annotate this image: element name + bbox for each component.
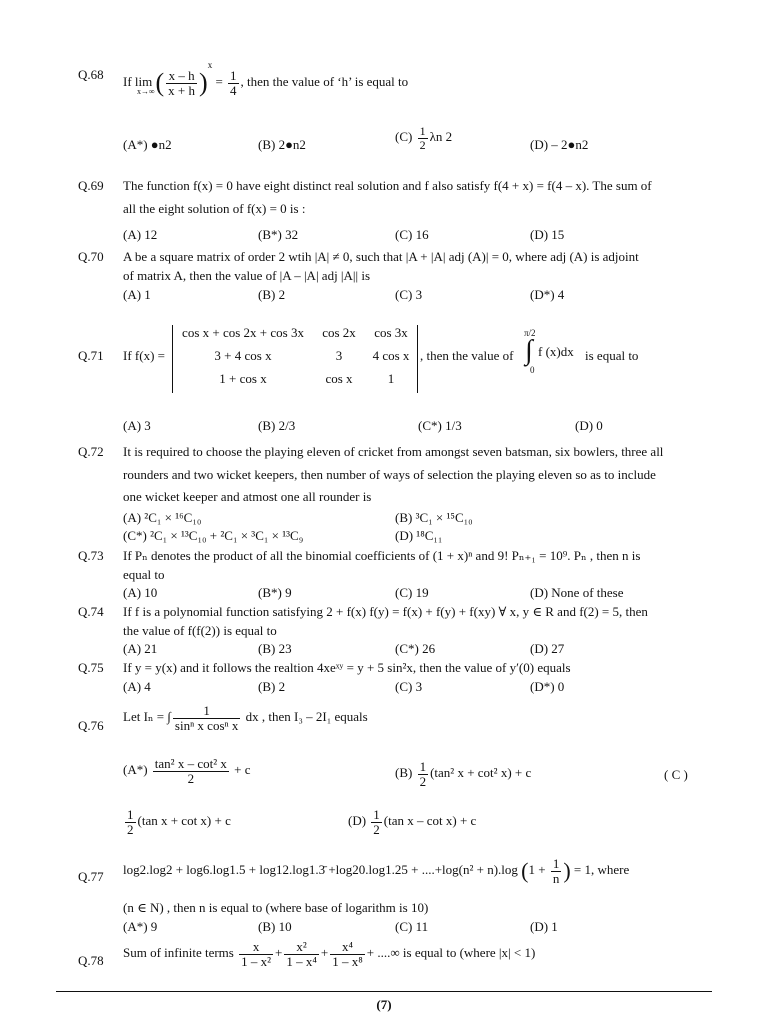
option-d: (D) None of these (530, 585, 624, 600)
option-a: (A*) 9 (123, 919, 158, 934)
option-c: (C) 3 (395, 679, 423, 694)
q77-stem: log2.log2 + log6.log1.5 + log12.log1.3̄ +log20.log1.25 + ....+log(n² + n).log (1 + $\frac{1}{n}$ ) = 1, where (123, 856, 630, 886)
question-text-line: It is required to choose the playing eleven of cricket from amongst seven batsman, six bowlers, three all (123, 444, 664, 459)
option-c: (C) 16 (395, 227, 429, 242)
question-text-line: (n ∈ N) , then n is equal to (where base of logarithm is 10) (123, 900, 429, 915)
q71-stem-mid: , then the value of (420, 348, 514, 363)
option-c: $\frac{1}{2}$ (tan x + cot x) + c (127, 807, 231, 837)
option-c: (C*) 1/3 (418, 418, 462, 433)
question-number: Q.71 (78, 348, 104, 363)
question-number: Q.73 (78, 548, 104, 563)
option-c: (C) $\frac{1}{2}$ λn 2 (395, 124, 453, 152)
integrand: f (x)dx (538, 344, 574, 359)
question-text-line: equal to (123, 567, 165, 582)
question-text-line: all the eight solution of f(x) = 0 is : (123, 201, 306, 216)
option-c: (C*) ²C₁ × ¹³C₁₀ + ²C₁ × ³C₁ × ¹³C₉ (123, 528, 304, 543)
option-a: (A) 3 (123, 418, 151, 433)
option-c-label: ( C ) (664, 767, 688, 782)
option-b: (B*) 32 (258, 227, 299, 242)
question-number: Q.75 (78, 660, 104, 675)
q71-stem-suffix: is equal to (585, 348, 639, 363)
question-text-line: The function f(x) = 0 have eight distinct real solution and f also satisfy f(4 + x) = f(4 – x). The sum of (123, 178, 652, 193)
q68-stem: If lim ( $\frac{x - h}{x + h}$ )$^x$ = $\frac{1}{4}$ , then the value of ‘h’ is equal to (123, 60, 409, 98)
option-a: (A) 21 (123, 641, 158, 656)
question-text-line: one wicket keeper and atmost one all rounder is (123, 489, 372, 504)
option-d: (D) – 2●n2 (530, 137, 589, 152)
option-a: (A*) $\frac{\text{tan² x – cot² x}}{2}$ + c (123, 756, 251, 786)
question-text-line: of matrix A, then the value of |A – |A| adj |A|| is (123, 268, 371, 283)
question-number: Q.77 (78, 869, 104, 884)
option-d: (D) 1 (530, 919, 558, 934)
option-d: (D*) 0 (530, 679, 565, 694)
integral-lower-limit: 0 (530, 365, 535, 375)
option-b: (B) 23 (258, 641, 292, 656)
question-number: Q.78 (78, 953, 104, 968)
question-text-line: A be a square matrix of order 2 wtih |A| ≠ 0, such that |A + |A| adj (A)| = 0, where adj (A) is adjoint (123, 249, 639, 264)
option-c: (C) 3 (395, 287, 423, 302)
option-d: (D) 27 (530, 641, 565, 656)
det-cell: cos 2x (322, 325, 356, 340)
det-cell: 3 + 4 cos x (214, 348, 272, 363)
option-a: (A) 10 (123, 585, 158, 600)
option-a: (A) 4 (123, 679, 151, 694)
option-d: (D) 15 (530, 227, 565, 242)
question-number: Q.68 (78, 67, 104, 82)
det-cell: 1 + cos x (219, 371, 267, 386)
option-a: (A) 1 (123, 287, 151, 302)
question-text-line: If y = y(x) and it follows the realtion 4xeˣʸ = y + 5 sin²x, then the value of y′(0) equals (123, 660, 571, 675)
det-cell: cos x + cos 2x + cos 3x (182, 325, 304, 340)
option-d: (D) 0 (575, 418, 603, 433)
integral-sign: ∫ (525, 335, 533, 366)
q76-stem: Let Iₙ = ∫ $\frac{1}{\text{sinⁿ x cosⁿ x}}$ dx , then I₃ – 2I₁ equals (123, 703, 368, 733)
question-text-line: the value of f(f(2)) is equal to (123, 623, 277, 638)
option-d: (D) $\frac{1}{2}$ (tan x – cot x) + c (348, 807, 477, 837)
determinant (172, 325, 418, 393)
integral-upper-limit: π/2 (524, 328, 536, 338)
option-c: (C) 19 (395, 585, 429, 600)
option-b: (B) 2 (258, 287, 286, 302)
footer-rule (56, 991, 712, 992)
option-d: (D*) 4 (530, 287, 565, 302)
det-cell: 4 cos x (372, 348, 410, 363)
page-number: (7) (376, 997, 392, 1012)
q78-stem: Sum of infinite terms $\frac{x}{\text{1 – x²}}$ + $\frac{\text{x²}}{\text{1 – x⁴}}$ + $\frac{\text{x⁴}}{\text{1 – x⁸}}$ + ....∞ is equal to (where |x| < 1) (123, 939, 536, 969)
question-number: Q.70 (78, 249, 104, 264)
question-number: Q.72 (78, 444, 104, 459)
option-a: (A) 12 (123, 227, 158, 242)
option-b: (B*) 9 (258, 585, 292, 600)
option-b: (B) 2/3 (258, 418, 296, 433)
det-cell: 3 (335, 348, 343, 363)
option-d: (D) ¹⁸C₁₁ (395, 528, 443, 543)
option-b: (B) 10 (258, 919, 292, 934)
q68-lim: If lim (123, 74, 153, 89)
option-a: (A*) ●n2 (123, 137, 172, 152)
question-text-line: rounders and two wicket keepers, then number of ways of selection the playing eleven so as to include (123, 467, 656, 482)
det-cell: cos 3x (374, 325, 408, 340)
q68-lim-subscript: x→∞ (137, 87, 155, 96)
det-cell: cos x (325, 371, 353, 386)
question-number: Q.69 (78, 178, 104, 193)
question-number: Q.74 (78, 604, 104, 619)
option-c: (C) 11 (395, 919, 429, 934)
q71-stem-prefix: If f(x) = (123, 348, 165, 363)
option-b: (B) 2 (258, 679, 286, 694)
question-number: Q.76 (78, 718, 104, 733)
det-cell: 1 (387, 371, 395, 386)
q68-base-fraction: $\frac{x - h}{x + h}$ (168, 67, 196, 98)
option-b: (B) 2●n2 (258, 137, 306, 152)
option-c: (C*) 26 (395, 641, 436, 656)
option-b: (B) $\frac{1}{2}$ (tan² x + cot² x) + c (395, 759, 532, 789)
q68-rhs-fraction: $\frac{1}{4}$ (230, 67, 237, 98)
question-text-line: If Pₙ denotes the product of all the binomial coefficients of (1 + x)ⁿ and 9! Pₙ₊₁ = 10⁹. Pₙ , then n is (123, 548, 641, 563)
question-text-line: If f is a polynomial function satisfying 2 + f(x) f(y) = f(x) + f(y) + f(xy) ∀ x, y ∈ R and f(2) = 5, then (123, 604, 648, 619)
option-a: (A) ²C₁ × ¹⁶C₁₀ (123, 510, 202, 525)
option-b: (B) ³C₁ × ¹⁵C₁₀ (395, 510, 473, 525)
